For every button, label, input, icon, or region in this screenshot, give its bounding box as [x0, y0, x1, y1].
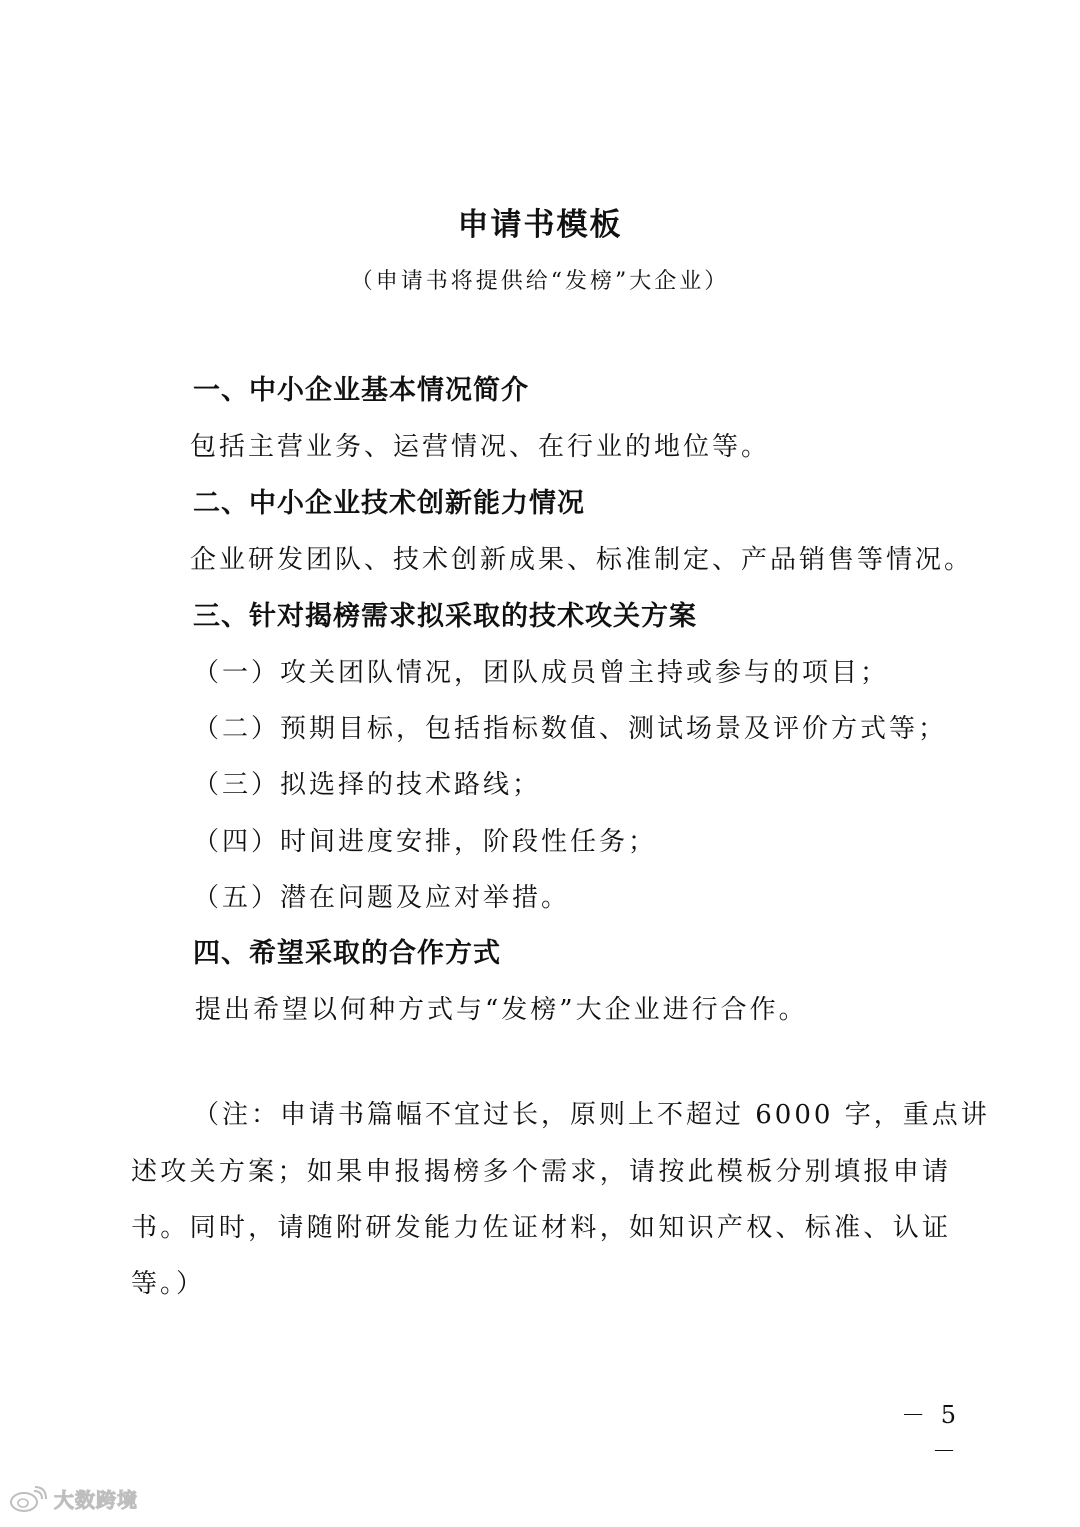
- watermark-text: 大数跨境: [54, 1488, 138, 1512]
- page-number: － 5 －: [901, 1401, 960, 1465]
- watermark: [8, 1484, 138, 1513]
- section-3-item-3: （三）拟选择的技术路线；: [193, 770, 542, 800]
- section-2-line-1: 企业研发团队、技术创新成果、标准制定、产品销售等情况。: [190, 545, 974, 575]
- section-heading-1: 一、中小企业基本情况简介: [193, 375, 529, 406]
- section-3-item-4: （四）时间进度安排，阶段性任务；: [193, 827, 658, 857]
- note-line-1: （注：申请书篇幅不宜过长，原则上不超过 6000 字，重点讲: [193, 1100, 990, 1130]
- section-heading-4: 四、希望采取的合作方式: [193, 938, 501, 969]
- section-3-item-1: （一）攻关团队情况，团队成员曾主持或参与的项目；: [193, 658, 890, 688]
- weibo-logo-icon: [8, 1485, 48, 1513]
- note-line-4: 等。）: [131, 1269, 206, 1299]
- section-heading-2: 二、中小企业技术创新能力情况: [193, 488, 585, 519]
- section-4-line-1: 提出希望以何种方式与“发榜”大企业进行合作。: [195, 995, 808, 1025]
- note-line-2: 述攻关方案；如果申报揭榜多个需求，请按此模板分别填报申请: [131, 1157, 951, 1187]
- document-subtitle: （申请书将提供给“发榜”大企业）: [350, 269, 730, 294]
- document-title: 申请书模板: [457, 207, 623, 243]
- section-1-line-1: 包括主营业务、运营情况、在行业的地位等。: [190, 432, 771, 462]
- section-3-item-2: （二）预期目标，包括指标数值、测试场景及评价方式等；: [193, 714, 948, 744]
- section-heading-3: 三、针对揭榜需求拟采取的技术攻关方案: [193, 601, 697, 632]
- note-line-3: 书。同时，请随附研发能力佐证材料，如知识产权、标准、认证: [131, 1213, 951, 1243]
- section-3-item-5: （五）潜在问题及应对举措。: [193, 883, 571, 913]
